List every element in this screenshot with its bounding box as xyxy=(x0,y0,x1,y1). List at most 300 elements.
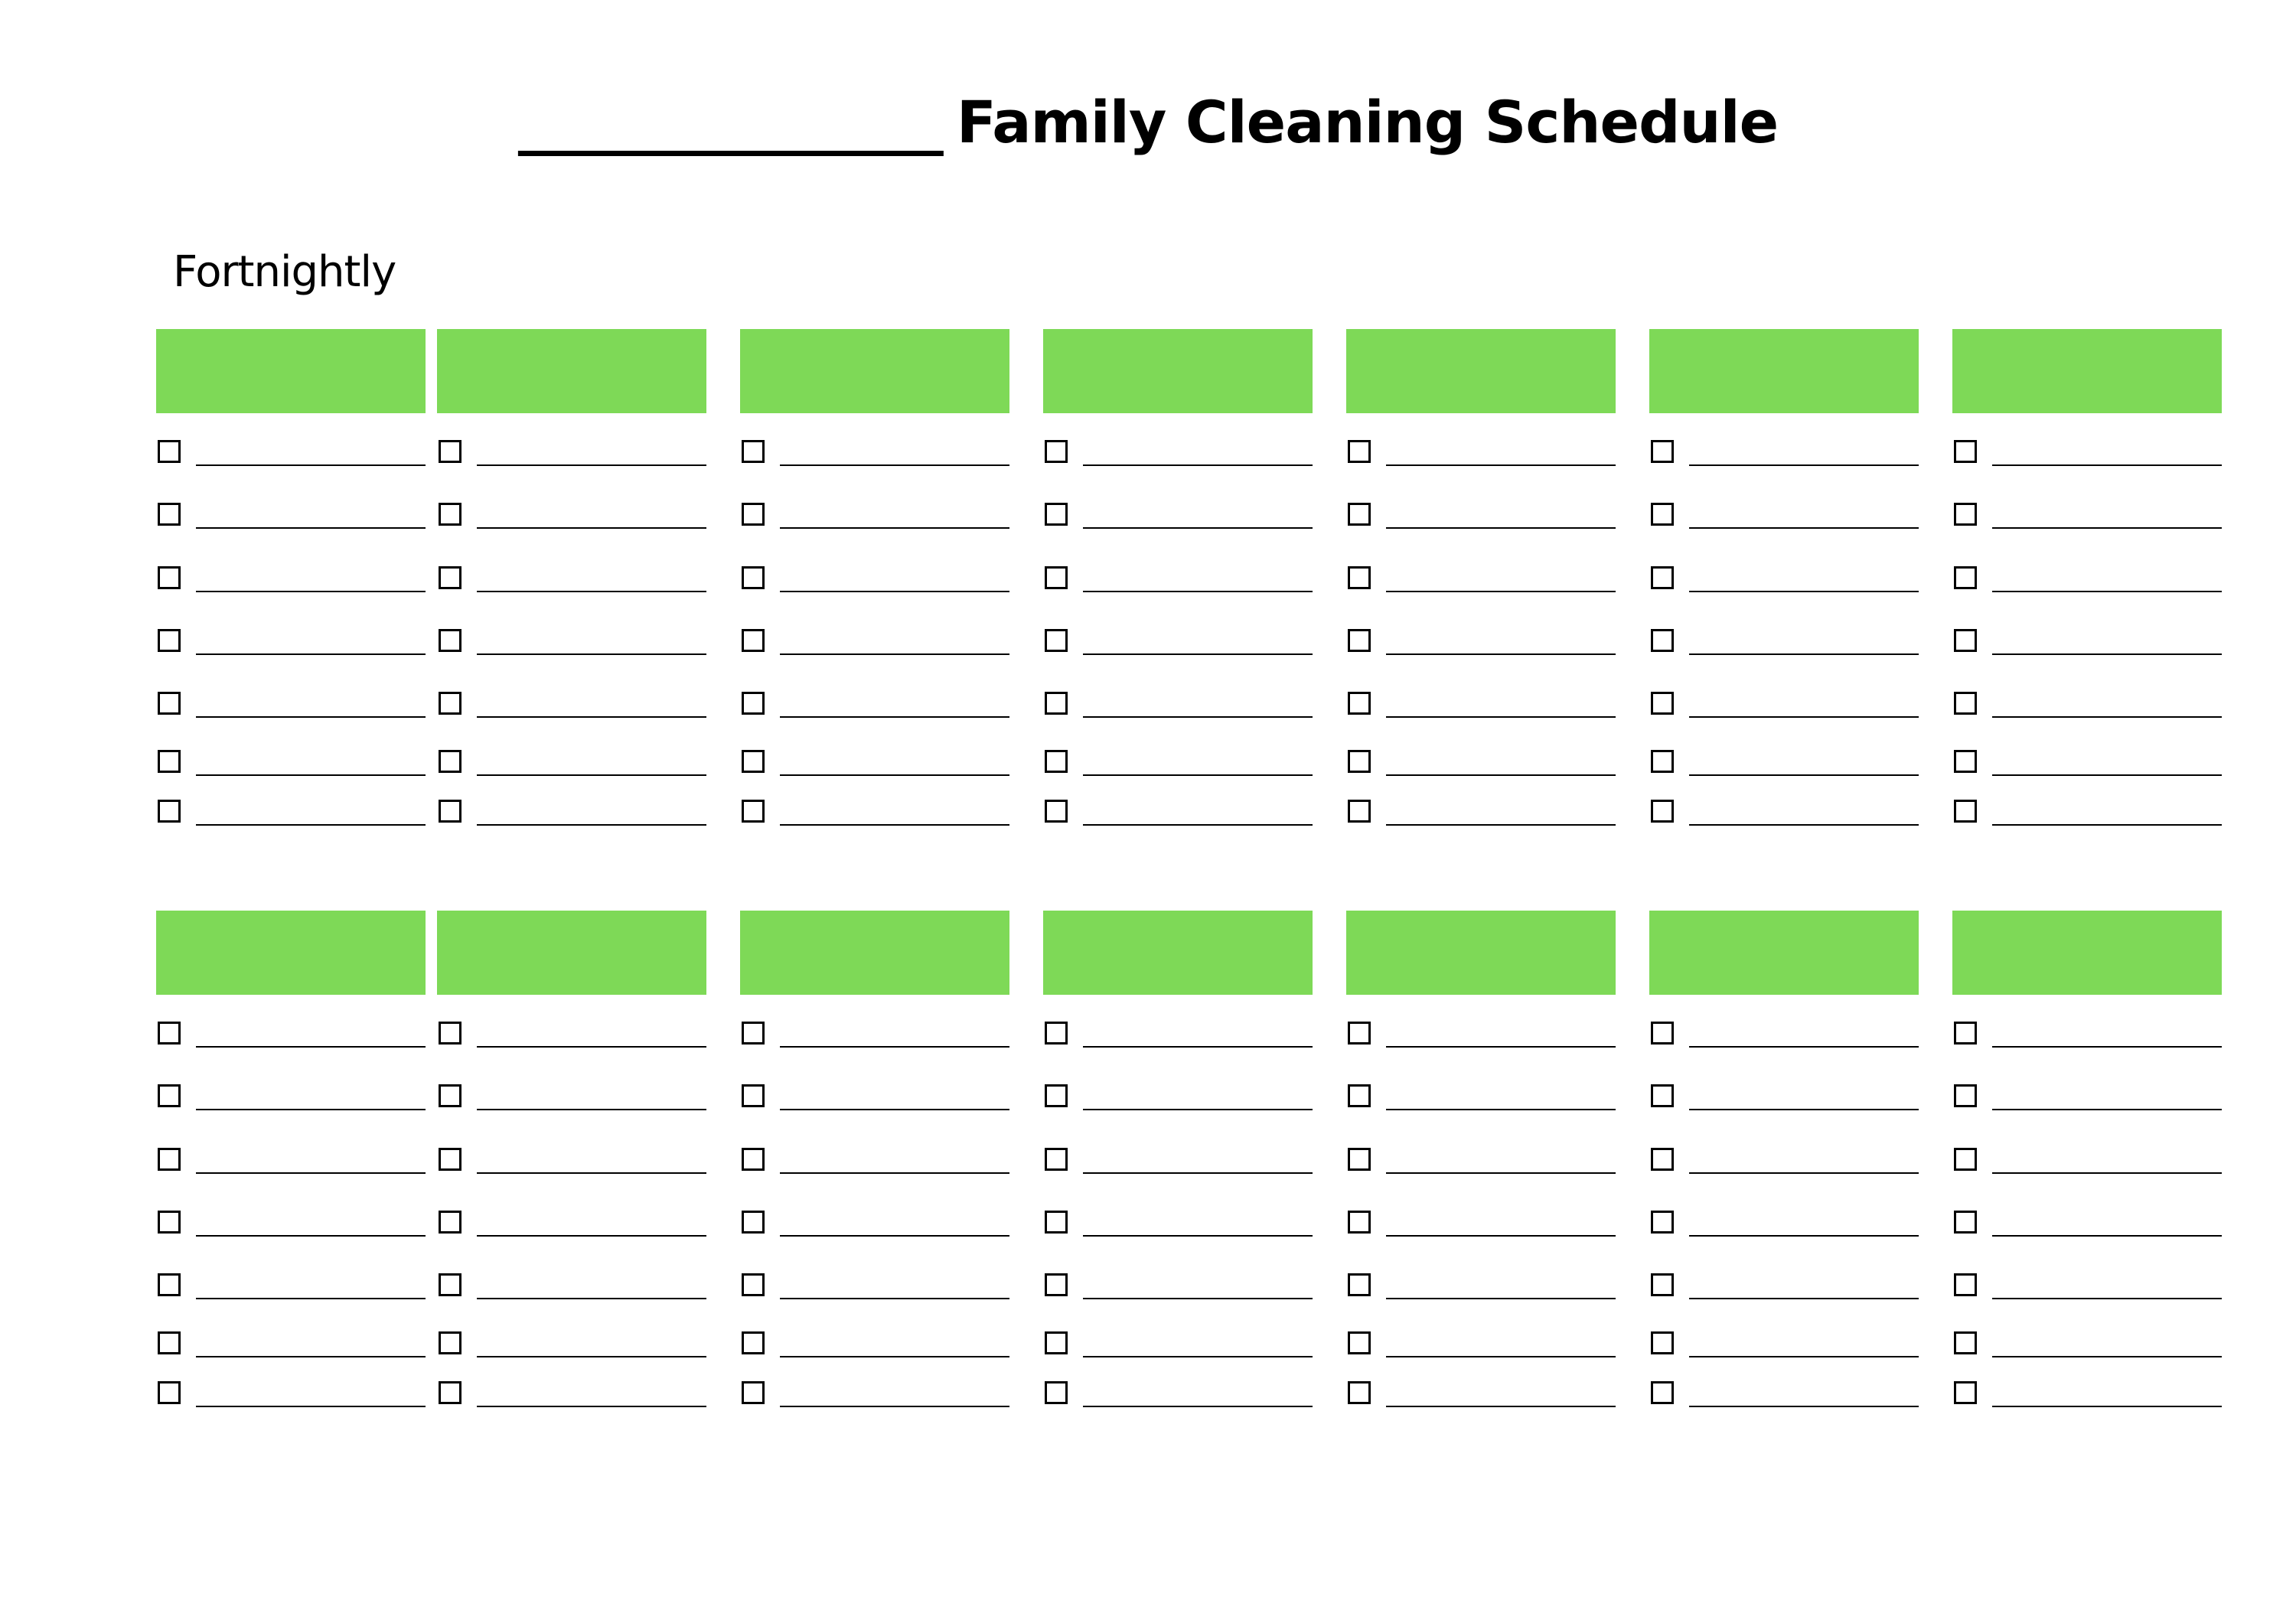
task-line[interactable] xyxy=(1083,527,1313,529)
checklist-item xyxy=(156,629,426,660)
column-header[interactable] xyxy=(1952,911,2222,995)
checklist-item xyxy=(1952,566,2222,597)
checkbox[interactable] xyxy=(1045,1211,1068,1234)
checklist-item xyxy=(437,503,706,533)
checkbox[interactable] xyxy=(1954,1331,1977,1354)
checklist-item xyxy=(1346,566,1616,597)
task-line[interactable] xyxy=(196,1298,426,1299)
task-line[interactable] xyxy=(1689,591,1919,592)
column-header[interactable] xyxy=(740,329,1009,413)
column-header[interactable] xyxy=(1346,911,1616,995)
schedule-column xyxy=(437,329,706,413)
checkbox[interactable] xyxy=(1651,750,1674,773)
checklist-item xyxy=(156,1273,426,1304)
family-name-blank[interactable]: _______________ xyxy=(517,88,943,156)
column-header[interactable] xyxy=(1952,329,2222,413)
checklist-item xyxy=(1346,629,1616,660)
title-text: Family Cleaning Schedule xyxy=(956,88,1779,156)
checklist-item xyxy=(740,440,1009,471)
task-line[interactable] xyxy=(1083,1298,1313,1299)
checklist-item xyxy=(740,1331,1009,1362)
checklist-item xyxy=(740,1148,1009,1178)
checkbox[interactable] xyxy=(439,800,461,823)
task-line[interactable] xyxy=(780,591,1009,592)
task-line[interactable] xyxy=(1689,1109,1919,1110)
checkbox[interactable] xyxy=(1348,692,1371,715)
task-line[interactable] xyxy=(1992,1356,2222,1357)
task-line[interactable] xyxy=(1689,774,1919,776)
task-line[interactable] xyxy=(477,774,706,776)
checklist-item xyxy=(437,692,706,722)
checkbox[interactable] xyxy=(1954,1211,1977,1234)
task-line[interactable] xyxy=(196,527,426,529)
task-line[interactable] xyxy=(196,464,426,466)
task-line[interactable] xyxy=(1992,774,2222,776)
task-line[interactable] xyxy=(1992,824,2222,826)
checkbox[interactable] xyxy=(439,1022,461,1045)
checkbox[interactable] xyxy=(742,629,765,652)
checkbox[interactable] xyxy=(1348,1381,1371,1404)
checklist-item xyxy=(1952,1022,2222,1052)
checklist-item xyxy=(740,750,1009,781)
task-line[interactable] xyxy=(1689,653,1919,655)
checkbox[interactable] xyxy=(1045,440,1068,463)
task-line[interactable] xyxy=(1386,1235,1616,1237)
checkbox[interactable] xyxy=(742,566,765,589)
checkbox[interactable] xyxy=(1954,800,1977,823)
task-line[interactable] xyxy=(1083,1046,1313,1048)
checkbox[interactable] xyxy=(439,629,461,652)
checkbox[interactable] xyxy=(158,1022,181,1045)
checklist-item xyxy=(1346,692,1616,722)
column-header[interactable] xyxy=(1043,329,1313,413)
checklist-item xyxy=(1043,1211,1313,1241)
task-line[interactable] xyxy=(1992,1046,2222,1048)
task-line[interactable] xyxy=(780,824,1009,826)
checklist-item xyxy=(1952,1084,2222,1115)
column-header[interactable] xyxy=(1649,911,1919,995)
schedule-column xyxy=(1649,329,1919,413)
task-line[interactable] xyxy=(780,1298,1009,1299)
frequency-label: Fortnightly xyxy=(173,247,396,297)
task-line[interactable] xyxy=(1083,1406,1313,1407)
checkbox[interactable] xyxy=(1651,566,1674,589)
task-line[interactable] xyxy=(1083,774,1313,776)
checklist-item xyxy=(1649,800,1919,830)
task-line[interactable] xyxy=(477,464,706,466)
checkbox[interactable] xyxy=(1045,1084,1068,1107)
task-line[interactable] xyxy=(1386,653,1616,655)
checkbox[interactable] xyxy=(158,800,181,823)
task-line[interactable] xyxy=(780,1046,1009,1048)
task-line[interactable] xyxy=(1083,1235,1313,1237)
checkbox[interactable] xyxy=(439,750,461,773)
task-line[interactable] xyxy=(1386,464,1616,466)
task-line[interactable] xyxy=(1083,591,1313,592)
checkbox[interactable] xyxy=(1348,629,1371,652)
checklist-item xyxy=(437,1331,706,1362)
checkbox[interactable] xyxy=(1954,440,1977,463)
task-line[interactable] xyxy=(1689,1046,1919,1048)
checkbox[interactable] xyxy=(158,1084,181,1107)
task-line[interactable] xyxy=(780,1109,1009,1110)
column-header[interactable] xyxy=(437,329,706,413)
checklist-item xyxy=(1346,503,1616,533)
checkbox[interactable] xyxy=(158,1381,181,1404)
checkbox[interactable] xyxy=(742,692,765,715)
checkbox[interactable] xyxy=(742,1381,765,1404)
checklist-item xyxy=(1043,629,1313,660)
task-line[interactable] xyxy=(1689,716,1919,718)
checkbox[interactable] xyxy=(1651,1022,1674,1045)
checklist-item xyxy=(437,566,706,597)
checklist-item xyxy=(156,1331,426,1362)
checkbox[interactable] xyxy=(1045,1381,1068,1404)
task-line[interactable] xyxy=(477,1046,706,1048)
task-line[interactable] xyxy=(477,824,706,826)
checkbox[interactable] xyxy=(1045,692,1068,715)
checkbox[interactable] xyxy=(1651,1148,1674,1171)
schedule-column xyxy=(1043,911,1313,995)
checklist-item xyxy=(1043,1022,1313,1052)
checklist-item xyxy=(1952,1331,2222,1362)
checklist-item xyxy=(1043,1381,1313,1412)
checkbox[interactable] xyxy=(439,440,461,463)
checkbox[interactable] xyxy=(1348,1331,1371,1354)
checklist-item xyxy=(740,1381,1009,1412)
task-line[interactable] xyxy=(780,653,1009,655)
checkbox[interactable] xyxy=(1954,1084,1977,1107)
task-line[interactable] xyxy=(1992,527,2222,529)
schedule-column xyxy=(156,329,426,413)
checkbox[interactable] xyxy=(439,1273,461,1296)
task-line[interactable] xyxy=(1083,653,1313,655)
checklist-item xyxy=(1043,440,1313,471)
checklist-item xyxy=(1952,1381,2222,1412)
checkbox[interactable] xyxy=(439,1331,461,1354)
checkbox[interactable] xyxy=(158,1148,181,1171)
task-line[interactable] xyxy=(1689,1172,1919,1174)
column-header[interactable] xyxy=(437,911,706,995)
checklist-item xyxy=(740,800,1009,830)
checkbox[interactable] xyxy=(1651,692,1674,715)
checklist-item xyxy=(156,1211,426,1241)
task-line[interactable] xyxy=(780,1356,1009,1357)
task-line[interactable] xyxy=(1992,591,2222,592)
checklist-item xyxy=(1043,1148,1313,1178)
checklist-item xyxy=(156,1148,426,1178)
task-line[interactable] xyxy=(1992,1109,2222,1110)
task-line[interactable] xyxy=(1386,1172,1616,1174)
checkbox[interactable] xyxy=(1045,1273,1068,1296)
checkbox[interactable] xyxy=(742,1148,765,1171)
checkbox[interactable] xyxy=(1045,629,1068,652)
checklist-item xyxy=(156,1022,426,1052)
checkbox[interactable] xyxy=(1651,800,1674,823)
task-line[interactable] xyxy=(1992,1235,2222,1237)
checkbox[interactable] xyxy=(1348,1022,1371,1045)
task-line[interactable] xyxy=(1083,824,1313,826)
checklist-item xyxy=(1952,750,2222,781)
checklist-item xyxy=(156,1084,426,1115)
task-line[interactable] xyxy=(1992,1298,2222,1299)
checkbox[interactable] xyxy=(742,1331,765,1354)
checklist-item xyxy=(740,629,1009,660)
checkbox[interactable] xyxy=(158,629,181,652)
checkbox[interactable] xyxy=(742,440,765,463)
checkbox[interactable] xyxy=(1651,629,1674,652)
checkbox[interactable] xyxy=(158,1331,181,1354)
task-line[interactable] xyxy=(1386,716,1616,718)
task-line[interactable] xyxy=(1689,1298,1919,1299)
task-line[interactable] xyxy=(477,591,706,592)
checkbox[interactable] xyxy=(1651,1331,1674,1354)
checkbox[interactable] xyxy=(439,1148,461,1171)
checkbox[interactable] xyxy=(1954,503,1977,526)
task-line[interactable] xyxy=(1689,1235,1919,1237)
checklist-item xyxy=(1043,1273,1313,1304)
checkbox[interactable] xyxy=(1651,1211,1674,1234)
task-line[interactable] xyxy=(1083,1356,1313,1357)
checkbox[interactable] xyxy=(1348,1211,1371,1234)
task-line[interactable] xyxy=(477,716,706,718)
task-line[interactable] xyxy=(196,1172,426,1174)
task-line[interactable] xyxy=(1992,653,2222,655)
task-line[interactable] xyxy=(780,1172,1009,1174)
checkbox[interactable] xyxy=(1651,1381,1674,1404)
schedule-column xyxy=(156,911,426,995)
checklist-item xyxy=(1649,503,1919,533)
checklist-item xyxy=(1952,440,2222,471)
column-header[interactable] xyxy=(1043,911,1313,995)
task-line[interactable] xyxy=(477,1235,706,1237)
checklist-item xyxy=(740,1211,1009,1241)
task-line[interactable] xyxy=(1083,716,1313,718)
task-line[interactable] xyxy=(1689,527,1919,529)
checkbox[interactable] xyxy=(158,1211,181,1234)
schedule-column xyxy=(437,911,706,995)
task-line[interactable] xyxy=(477,1298,706,1299)
task-line[interactable] xyxy=(780,527,1009,529)
checklist-item xyxy=(1346,1022,1616,1052)
checkbox[interactable] xyxy=(1954,1022,1977,1045)
checkbox[interactable] xyxy=(158,440,181,463)
column-header[interactable] xyxy=(156,911,426,995)
task-line[interactable] xyxy=(196,774,426,776)
task-line[interactable] xyxy=(1689,1356,1919,1357)
checklist-item xyxy=(1649,1273,1919,1304)
checkbox[interactable] xyxy=(1651,1084,1674,1107)
task-line[interactable] xyxy=(1992,716,2222,718)
checkbox[interactable] xyxy=(1348,1273,1371,1296)
schedule-column xyxy=(1649,911,1919,995)
column-header[interactable] xyxy=(1346,329,1616,413)
task-line[interactable] xyxy=(477,1406,706,1407)
checklist-item xyxy=(740,1022,1009,1052)
task-line[interactable] xyxy=(780,1235,1009,1237)
checklist-item xyxy=(156,1381,426,1412)
checkbox[interactable] xyxy=(1954,566,1977,589)
checkbox[interactable] xyxy=(742,1211,765,1234)
checkbox[interactable] xyxy=(158,750,181,773)
checklist-item xyxy=(1649,750,1919,781)
checklist-item xyxy=(1952,1148,2222,1178)
checkbox[interactable] xyxy=(1348,750,1371,773)
checkbox[interactable] xyxy=(158,1273,181,1296)
schedule-column xyxy=(1043,329,1313,413)
checkbox[interactable] xyxy=(742,503,765,526)
task-line[interactable] xyxy=(1386,527,1616,529)
task-line[interactable] xyxy=(477,1172,706,1174)
checkbox[interactable] xyxy=(439,503,461,526)
checkbox[interactable] xyxy=(1045,800,1068,823)
task-line[interactable] xyxy=(1386,591,1616,592)
checkbox[interactable] xyxy=(1954,1381,1977,1404)
task-line[interactable] xyxy=(196,1046,426,1048)
task-line[interactable] xyxy=(196,1235,426,1237)
task-line[interactable] xyxy=(1992,1172,2222,1174)
page-title xyxy=(0,88,2296,156)
task-line[interactable] xyxy=(196,591,426,592)
checkbox[interactable] xyxy=(1954,1273,1977,1296)
checklist-item xyxy=(437,1273,706,1304)
checkbox[interactable] xyxy=(1045,566,1068,589)
checkbox[interactable] xyxy=(1348,1084,1371,1107)
task-line[interactable] xyxy=(1083,1172,1313,1174)
task-line[interactable] xyxy=(196,716,426,718)
checklist-item xyxy=(1346,1211,1616,1241)
checkbox[interactable] xyxy=(1348,503,1371,526)
checkbox[interactable] xyxy=(1348,566,1371,589)
schedule-column xyxy=(1346,911,1616,995)
checkbox[interactable] xyxy=(742,1022,765,1045)
checklist-item xyxy=(1649,440,1919,471)
checkbox[interactable] xyxy=(1348,440,1371,463)
checkbox[interactable] xyxy=(742,750,765,773)
task-line[interactable] xyxy=(196,653,426,655)
checkbox[interactable] xyxy=(439,1211,461,1234)
task-line[interactable] xyxy=(780,464,1009,466)
checkbox[interactable] xyxy=(158,566,181,589)
task-line[interactable] xyxy=(1689,464,1919,466)
checkbox[interactable] xyxy=(439,1084,461,1107)
checkbox[interactable] xyxy=(742,1084,765,1107)
checklist-item xyxy=(437,629,706,660)
checkbox[interactable] xyxy=(1651,1273,1674,1296)
checklist-item xyxy=(156,503,426,533)
checklist-item xyxy=(1043,692,1313,722)
checklist-item xyxy=(1346,1273,1616,1304)
checkbox[interactable] xyxy=(439,1381,461,1404)
checkbox[interactable] xyxy=(439,692,461,715)
checkbox[interactable] xyxy=(742,1273,765,1296)
checklist-item xyxy=(156,800,426,830)
checkbox[interactable] xyxy=(1045,1331,1068,1354)
checkbox[interactable] xyxy=(1045,1022,1068,1045)
task-line[interactable] xyxy=(196,1109,426,1110)
task-line[interactable] xyxy=(1386,1356,1616,1357)
checklist-item xyxy=(437,440,706,471)
column-header[interactable] xyxy=(1649,329,1919,413)
task-line[interactable] xyxy=(1386,1406,1616,1407)
checklist-item xyxy=(1043,1084,1313,1115)
checkbox[interactable] xyxy=(1045,1148,1068,1171)
task-line[interactable] xyxy=(1689,1406,1919,1407)
checklist-item xyxy=(1346,440,1616,471)
schedule-section-1 xyxy=(156,329,2223,865)
task-line[interactable] xyxy=(1083,464,1313,466)
checkbox[interactable] xyxy=(1348,800,1371,823)
checklist-item xyxy=(1649,566,1919,597)
checklist-item xyxy=(1952,800,2222,830)
checkbox[interactable] xyxy=(1651,440,1674,463)
task-line[interactable] xyxy=(780,716,1009,718)
checklist-item xyxy=(1649,692,1919,722)
checkbox[interactable] xyxy=(1954,750,1977,773)
checkbox[interactable] xyxy=(1348,1148,1371,1171)
schedule-column xyxy=(1346,329,1616,413)
task-line[interactable] xyxy=(477,1109,706,1110)
task-line[interactable] xyxy=(196,824,426,826)
checkbox[interactable] xyxy=(158,692,181,715)
checkbox[interactable] xyxy=(158,503,181,526)
task-line[interactable] xyxy=(1386,1046,1616,1048)
task-line[interactable] xyxy=(1689,824,1919,826)
checklist-item xyxy=(1346,1381,1616,1412)
task-line[interactable] xyxy=(1992,1406,2222,1407)
checkbox[interactable] xyxy=(1954,1148,1977,1171)
task-line[interactable] xyxy=(1386,824,1616,826)
column-header[interactable] xyxy=(156,329,426,413)
checklist-item xyxy=(1649,629,1919,660)
task-line[interactable] xyxy=(1992,464,2222,466)
task-line[interactable] xyxy=(1386,1298,1616,1299)
task-line[interactable] xyxy=(1083,1109,1313,1110)
checkbox[interactable] xyxy=(439,566,461,589)
checklist-item xyxy=(1043,503,1313,533)
checklist-item xyxy=(740,1273,1009,1304)
checklist-item xyxy=(437,1211,706,1241)
task-line[interactable] xyxy=(477,653,706,655)
checklist-item xyxy=(437,750,706,781)
checkbox[interactable] xyxy=(1954,692,1977,715)
checklist-item xyxy=(1043,566,1313,597)
checklist-item xyxy=(437,1084,706,1115)
checklist-item xyxy=(1649,1022,1919,1052)
task-line[interactable] xyxy=(196,1406,426,1407)
checklist-item xyxy=(1346,1148,1616,1178)
task-line[interactable] xyxy=(780,774,1009,776)
checkbox[interactable] xyxy=(1954,629,1977,652)
task-line[interactable] xyxy=(1386,774,1616,776)
column-header[interactable] xyxy=(740,911,1009,995)
task-line[interactable] xyxy=(196,1356,426,1357)
checklist-item xyxy=(1649,1148,1919,1178)
task-line[interactable] xyxy=(1386,1109,1616,1110)
checkbox[interactable] xyxy=(742,800,765,823)
checklist-item xyxy=(1952,629,2222,660)
checkbox[interactable] xyxy=(1045,750,1068,773)
checkbox[interactable] xyxy=(1651,503,1674,526)
task-line[interactable] xyxy=(780,1406,1009,1407)
checklist-item xyxy=(1649,1211,1919,1241)
checkbox[interactable] xyxy=(1045,503,1068,526)
schedule-column xyxy=(1952,329,2222,413)
task-line[interactable] xyxy=(477,527,706,529)
checklist-item xyxy=(1952,1273,2222,1304)
task-line[interactable] xyxy=(477,1356,706,1357)
schedule-column xyxy=(740,911,1009,995)
